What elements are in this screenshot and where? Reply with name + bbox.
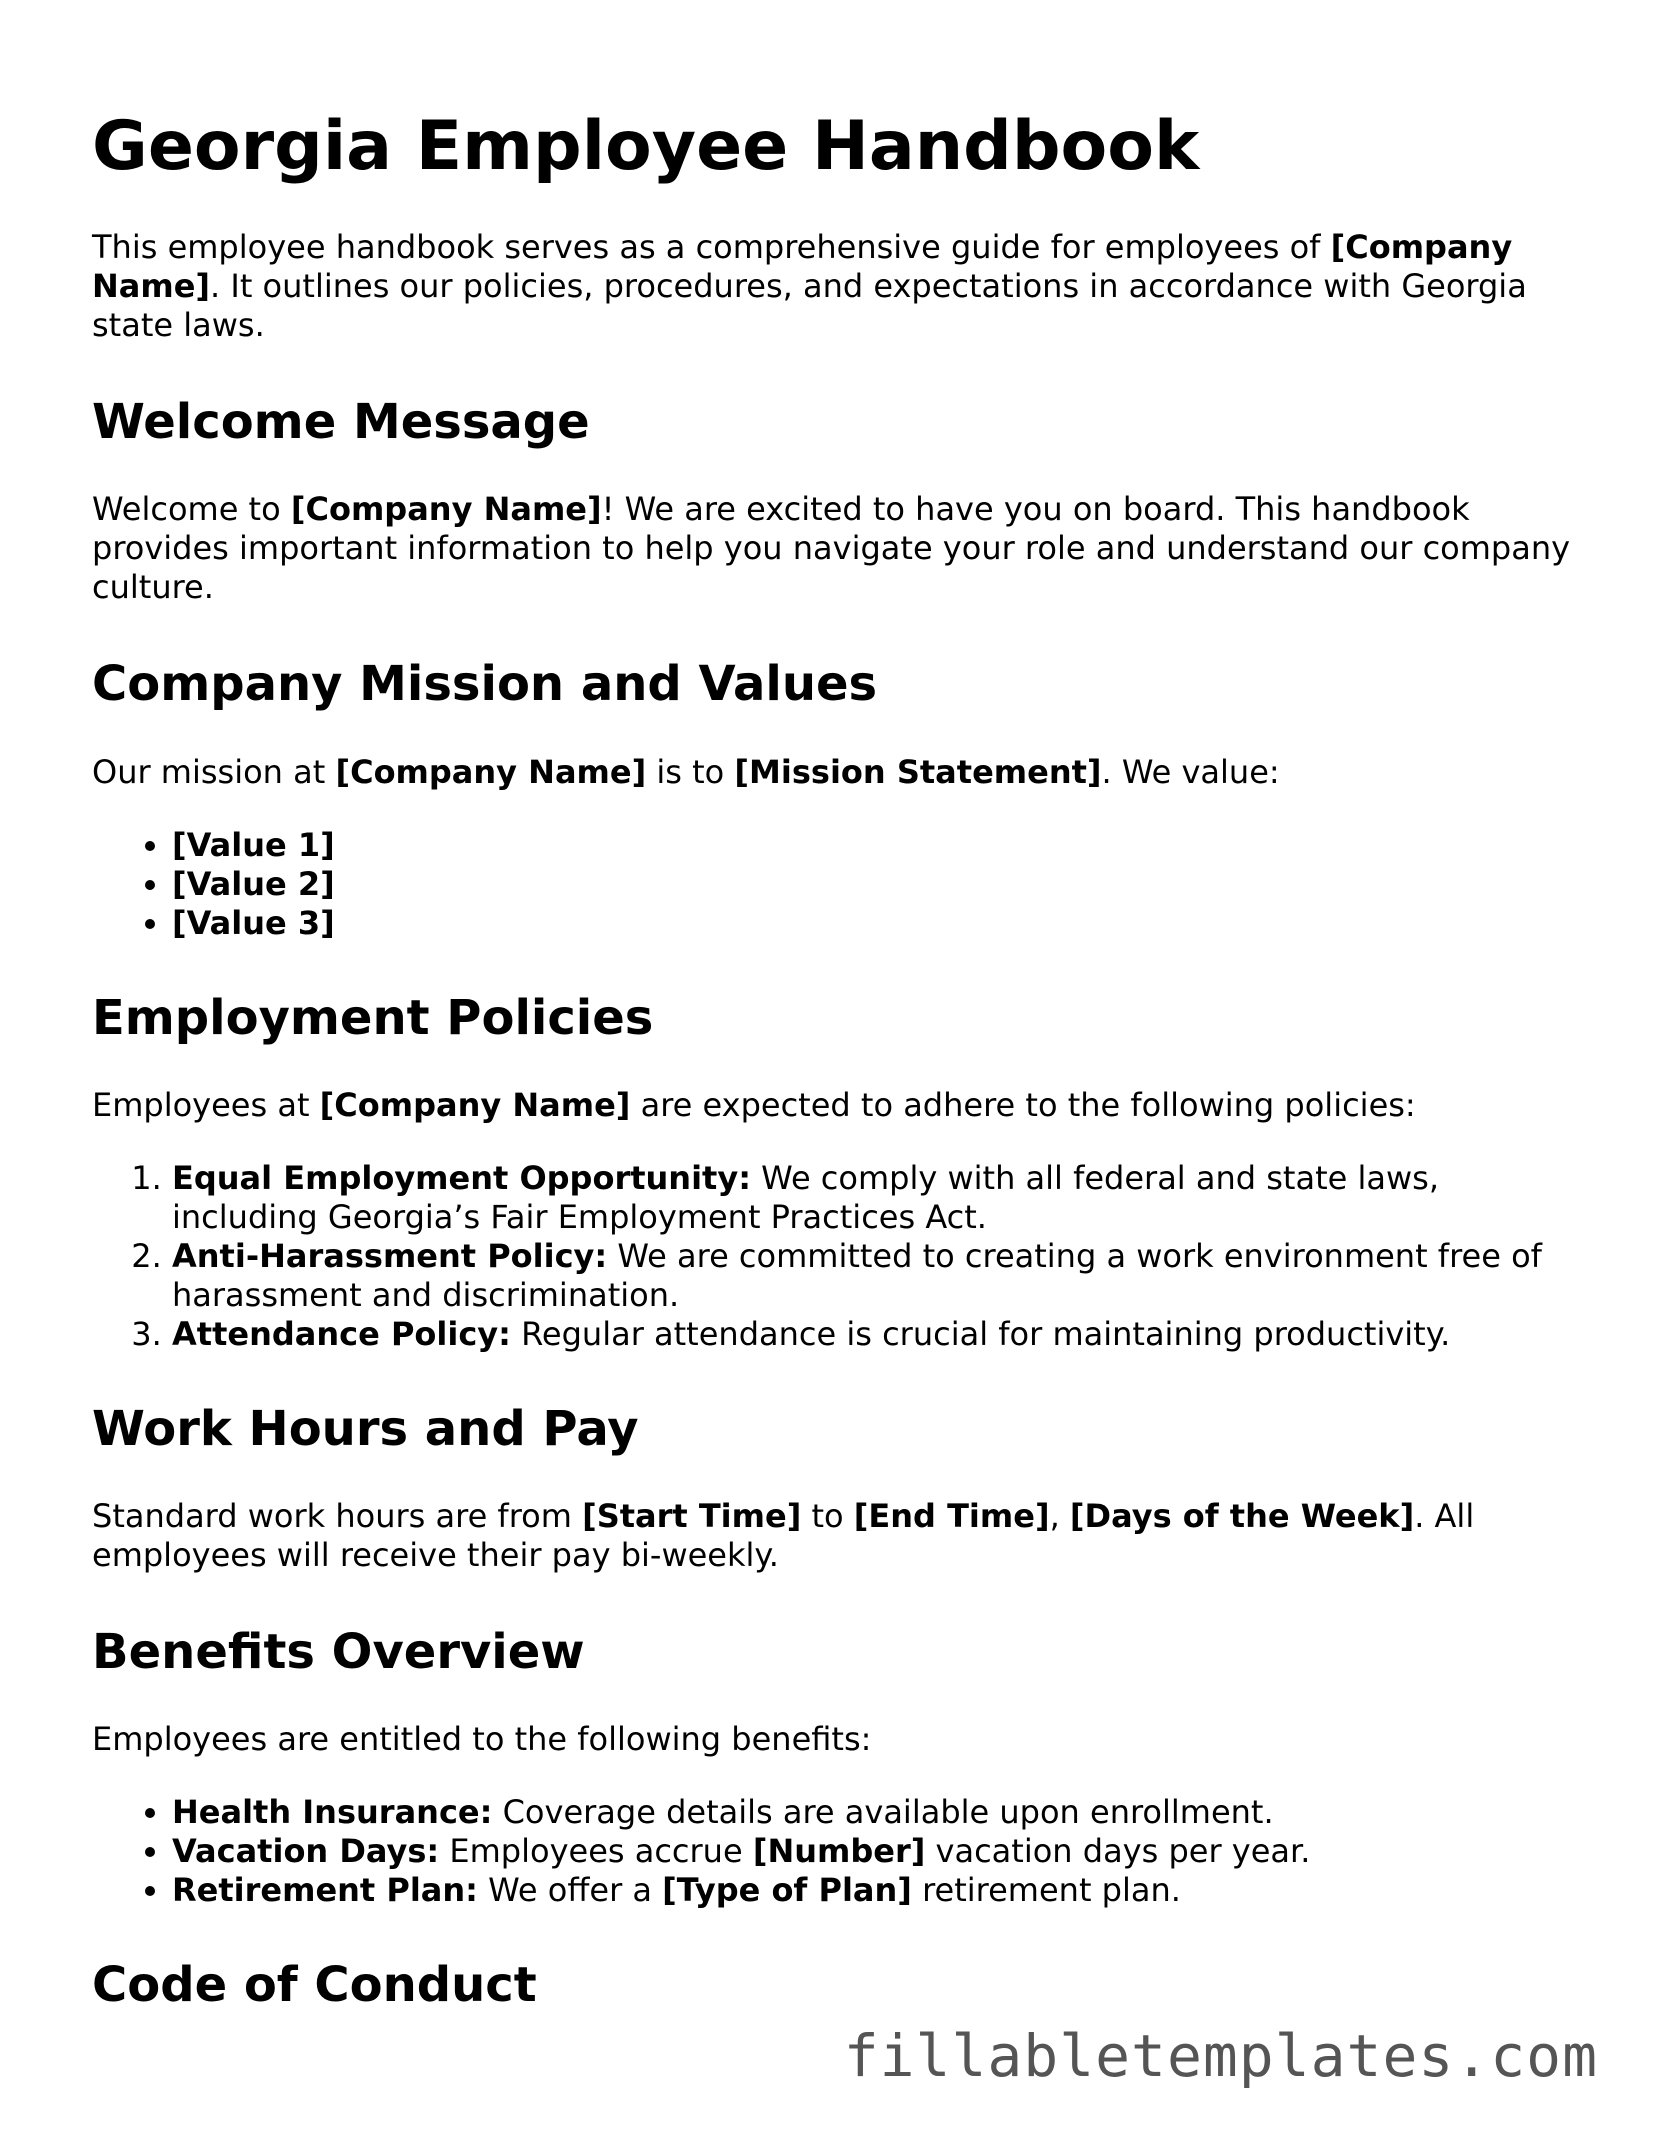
welcome-paragraph	[92, 490, 1572, 607]
benefit-label: Health Insurance:	[172, 1793, 493, 1832]
list-item	[172, 1237, 1572, 1315]
value-placeholder: [Value 2]	[172, 864, 335, 903]
number-placeholder: [Number]	[752, 1832, 926, 1871]
conduct-heading: Code of Conduct	[92, 1957, 537, 2014]
policy-label: Anti-Harassment Policy:	[172, 1236, 608, 1275]
intro-text-1: This employee handbook serves as a comprehensive guide for employees of	[92, 228, 1331, 267]
list-item	[172, 1159, 1572, 1237]
page-title: Georgia Employee Handbook	[92, 107, 1200, 186]
policy-label: Equal Employment Opportunity:	[172, 1158, 751, 1197]
value-placeholder: [Value 1]	[172, 825, 335, 864]
end-time-placeholder: [End Time]	[853, 1496, 1050, 1535]
intro-paragraph	[92, 228, 1572, 345]
mission-text-2: is to	[646, 752, 735, 791]
list-item	[172, 1315, 1572, 1354]
policy-text: We are committed to creating a work environment free of harassment and discrimination.	[172, 1236, 1542, 1314]
list-item	[172, 1871, 1572, 1910]
document	[92, 108, 1572, 2053]
hours-text-1: Standard work hours are from	[92, 1496, 583, 1535]
benefit-label: Retirement Plan:	[172, 1871, 478, 1910]
hours-text-2: to	[801, 1496, 854, 1535]
policies-paragraph	[92, 1086, 1572, 1125]
hours-paragraph	[92, 1497, 1572, 1575]
mission-paragraph	[92, 753, 1572, 792]
mission-heading: Company Mission and Values	[92, 656, 878, 713]
benefits-list	[92, 1793, 1572, 1910]
benefit-text: retirement plan.	[911, 1871, 1181, 1910]
welcome-text-2: ! We are excited to have you on board. This handbook provides important information to help you navigate your role and understand our company culture.	[92, 490, 1571, 607]
hours-text-4: . All employees will receive their pay bi-weekly.	[92, 1496, 1475, 1574]
policies-heading: Employment Policies	[92, 989, 654, 1046]
plan-type-placeholder: [Type of Plan]	[662, 1871, 912, 1910]
list-item	[172, 826, 1572, 865]
list-item	[172, 865, 1572, 904]
days-placeholder: [Days of the Week]	[1069, 1496, 1415, 1535]
company-name-placeholder: [Company Name]	[92, 228, 1513, 306]
benefit-text: vacation days per year.	[925, 1832, 1311, 1871]
hours-heading: Work Hours and Pay	[92, 1400, 639, 1457]
policy-text: Regular attendance is crucial for maintaining productivity.	[510, 1314, 1451, 1353]
company-name-placeholder: [Company Name]	[290, 490, 602, 529]
values-list	[92, 826, 1572, 943]
benefit-text: We offer a	[477, 1871, 663, 1910]
company-name-placeholder: [Company Name]	[319, 1085, 631, 1124]
value-placeholder: [Value 3]	[172, 903, 335, 942]
list-item	[172, 1793, 1572, 1832]
company-name-placeholder: [Company Name]	[335, 752, 647, 791]
welcome-heading: Welcome Message	[92, 394, 590, 451]
benefits-heading: Benefits Overview	[92, 1623, 585, 1680]
policies-text-2: are expected to adhere to the following policies:	[630, 1085, 1416, 1124]
mission-statement-placeholder: [Mission Statement]	[734, 752, 1102, 791]
policy-text: We comply with all federal and state laws, including Georgia’s Fair Employment Practices Act.	[172, 1158, 1439, 1236]
policy-label: Attendance Policy:	[172, 1314, 511, 1353]
watermark: fillabletemplates.com	[843, 2022, 1598, 2090]
mission-text-3: . We value:	[1101, 752, 1280, 791]
welcome-text-1: Welcome to	[92, 490, 291, 529]
start-time-placeholder: [Start Time]	[582, 1496, 802, 1535]
benefits-paragraph: Employees are entitled to the following benefits:	[92, 1720, 872, 1759]
benefit-text: Coverage details are available upon enrollment.	[492, 1793, 1274, 1832]
mission-text-1: Our mission at	[92, 752, 336, 791]
hours-text-3: ,	[1049, 1496, 1070, 1535]
intro-text-2: . It outlines our policies, procedures, and expectations in accordance with Georgia state laws.	[92, 267, 1527, 345]
benefit-label: Vacation Days:	[172, 1832, 440, 1871]
policies-list	[92, 1159, 1572, 1354]
list-item	[172, 1832, 1572, 1871]
policies-text-1: Employees at	[92, 1085, 320, 1124]
benefit-text: Employees accrue	[439, 1832, 753, 1871]
list-item	[172, 904, 1572, 943]
